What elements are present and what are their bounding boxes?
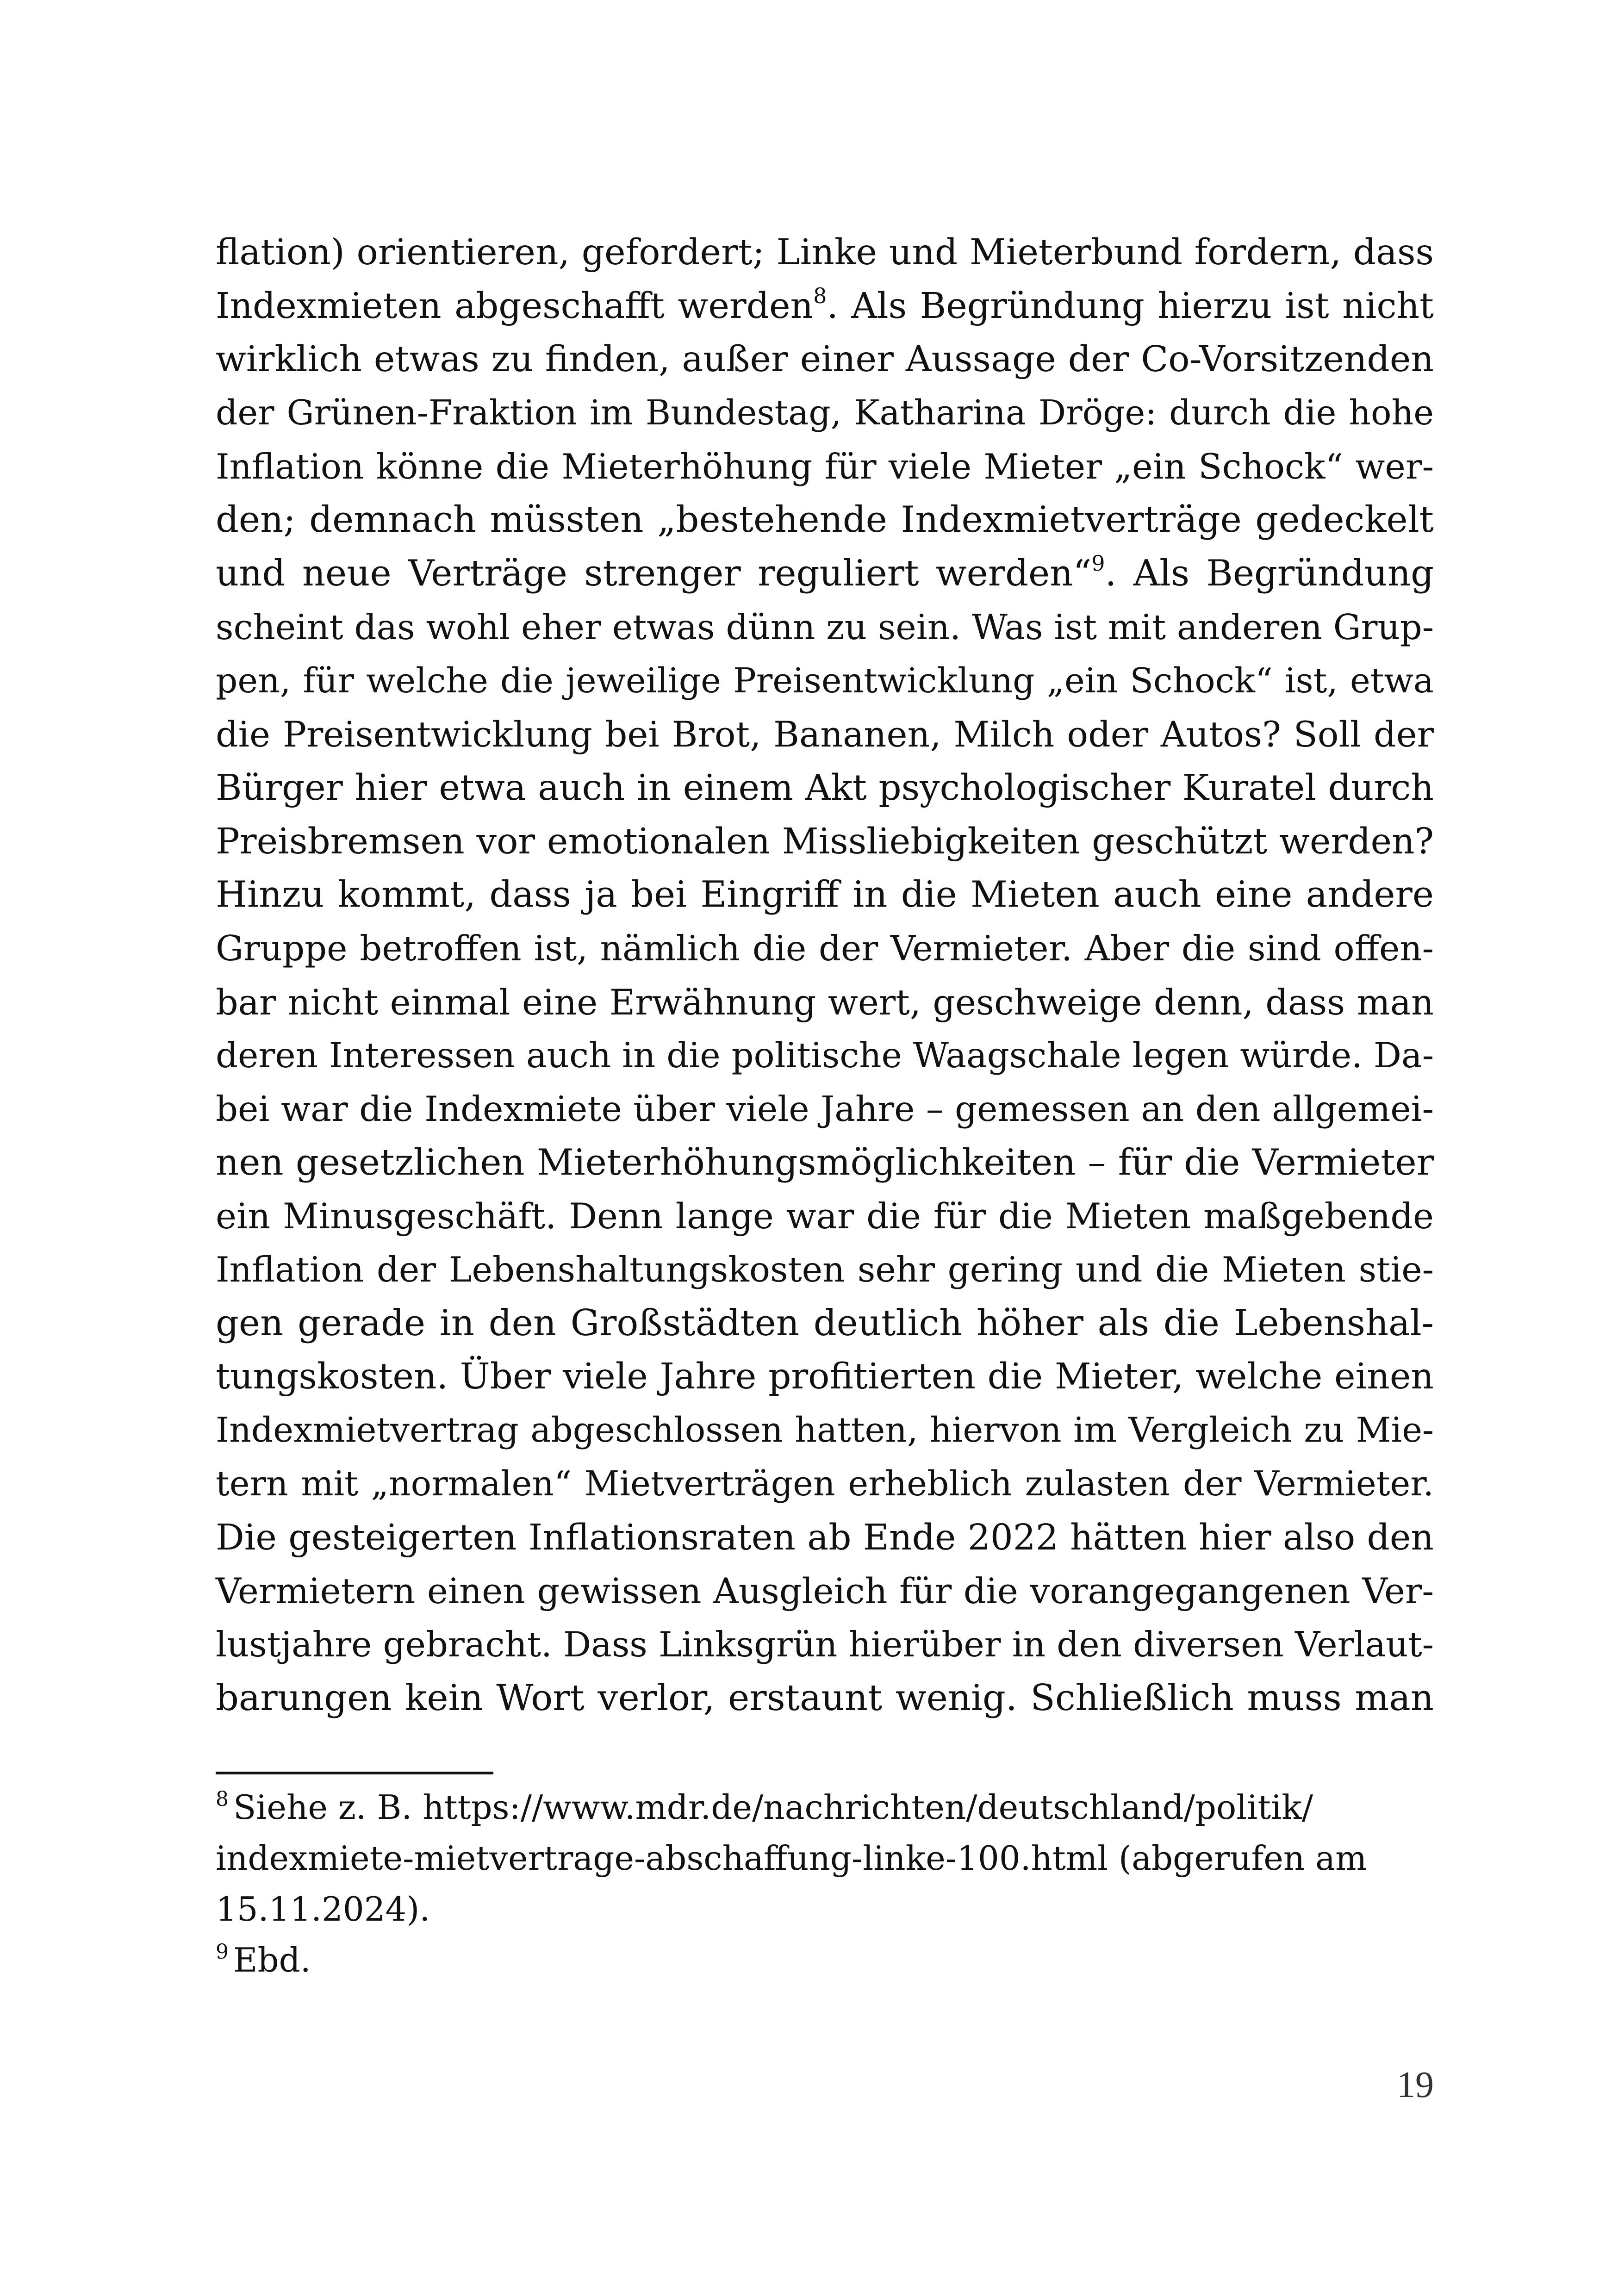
text-line: gen gerade in den Großstädten deutlich höher als die Lebenshal- xyxy=(216,1302,1434,1344)
text-line: Indexmietvertrag abgeschlossen hatten, hiervon im Vergleich zu Mie- xyxy=(216,1410,1434,1450)
text-line: die Preisentwicklung bei Brot, Bananen, Milch oder Autos? Soll der xyxy=(216,714,1434,755)
text-line xyxy=(216,280,1434,333)
footnote-reference: 8 xyxy=(813,283,827,308)
text-line: der Grünen-Fraktion im Bundestag, Katharina Dröge: durch die hohe xyxy=(216,393,1434,433)
footnote-marker: 9 xyxy=(216,1940,229,1964)
footnote-8 xyxy=(216,1782,1434,1833)
footnote-text: Ebd. xyxy=(233,1941,311,1979)
text-line: barungen kein Wort verlor, erstaunt wenig. Schließlich muss man xyxy=(216,1677,1434,1719)
text-line: tungskosten. Über viele Jahre profitierten die Mieter, welche einen xyxy=(216,1356,1434,1398)
text-line: bar nicht einmal eine Erwähnung wert, geschweige denn, dass man xyxy=(216,981,1434,1023)
text-line: tern mit „normalen“ Mietverträgen erheblich zulasten der Vermieter. xyxy=(216,1463,1434,1504)
text-fragment: . Als Begründung hierzu ist nicht xyxy=(827,285,1434,327)
text-line: Hinzu kommt, dass ja bei Eingriff in die Mieten auch eine andere xyxy=(216,874,1434,916)
text-line: scheint das wohl eher etwas dünn zu sein. Was ist mit anderen Grup- xyxy=(216,606,1434,647)
text-line: Preisbremsen vor emotionalen Missliebigkeiten geschützt werden? xyxy=(216,821,1434,862)
text-line: Inflation könne die Mieterhöhung für viele Mieter „ein Schock“ wer- xyxy=(216,446,1434,487)
text-line: lustjahre gebracht. Dass Linksgrün hierüber in den diversen Verlaut- xyxy=(216,1624,1434,1665)
text-line: Bürger hier etwa auch in einem Akt psychologischer Kuratel durch xyxy=(216,767,1434,809)
text-fragment: Indexmieten abgeschafft werden xyxy=(216,285,814,327)
body-text xyxy=(216,226,1434,1725)
footnote-8-continuation: 15.11.2024). xyxy=(216,1890,430,1929)
text-line: Gruppe betroffen ist, nämlich die der Vermieter. Aber die sind offen- xyxy=(216,927,1434,969)
text-line: nen gesetzlichen Mieterhöhungsmöglichkeiten – für die Vermieter xyxy=(216,1141,1434,1183)
page-number: 19 xyxy=(1397,2065,1434,2105)
text-line: ein Minusgeschäft. Denn lange war die für die Mieten maßgebende xyxy=(216,1195,1434,1237)
text-fragment: und neue Verträge strenger reguliert werden“ xyxy=(216,553,1092,595)
footnote-text: Siehe z. B. https://www.mdr.de/nachrichten/deutschland/politik/ xyxy=(233,1788,1313,1827)
footnote-separator xyxy=(216,1772,493,1774)
text-line: den; demnach müssten „bestehende Indexmietverträge gedeckelt xyxy=(216,499,1434,541)
text-line: deren Interessen auch in die politische Waagschale legen würde. Da- xyxy=(216,1035,1434,1076)
text-line: pen, für welche die jeweilige Preisentwicklung „ein Schock“ ist, etwa xyxy=(216,660,1434,701)
text-line: Die gesteigerten Inflationsraten ab Ende 2022 hätten hier also den xyxy=(216,1517,1434,1558)
text-line: wirklich etwas zu finden, außer einer Aussage der Co-Vorsitzenden xyxy=(216,339,1434,380)
footnote-marker: 8 xyxy=(216,1787,229,1811)
footnote-reference: 9 xyxy=(1091,551,1105,576)
footnote-9 xyxy=(216,1935,1434,1985)
text-line: Vermietern einen gewissen Ausgleich für die vorangegangenen Ver- xyxy=(216,1570,1434,1612)
text-fragment: . Als Begründung xyxy=(1105,553,1434,595)
text-line: Inflation der Lebenshaltungskosten sehr gering und die Mieten stie- xyxy=(216,1249,1434,1290)
footnote-8-continuation: indexmiete-mietvertrage-abschaffung-linke-100.html (abgerufen am xyxy=(216,1839,1367,1878)
text-line: bei war die Indexmiete über viele Jahre – gemessen an den allgemei- xyxy=(216,1089,1434,1129)
text-line: flation) orientieren, gefordert; Linke und Mieterbund fordern, dass xyxy=(216,232,1434,273)
footnotes xyxy=(216,1782,1434,1985)
text-line xyxy=(216,547,1434,601)
